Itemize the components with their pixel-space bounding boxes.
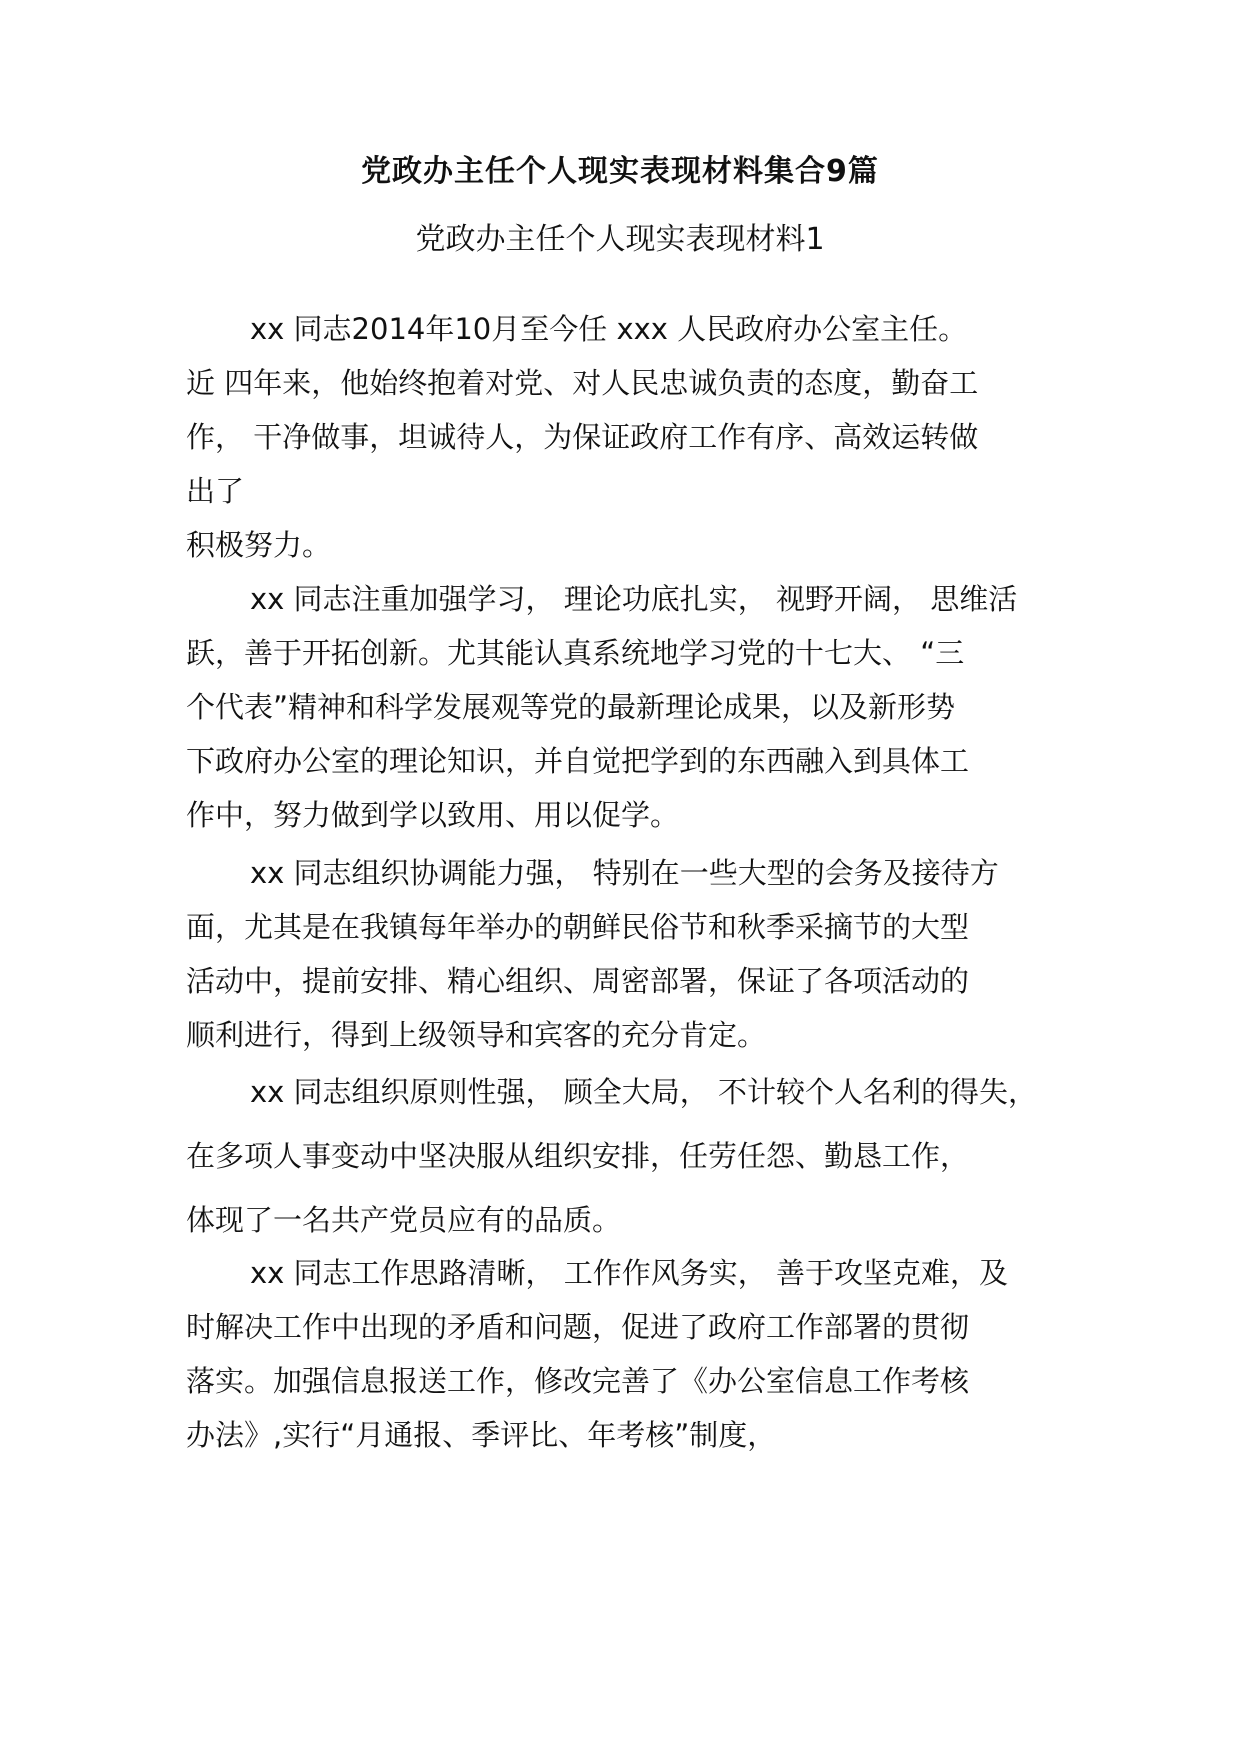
paragraph-line: 下政府办公室的理论知识，并自觉把学到的东西融入到具体工 — [186, 744, 970, 778]
paragraph-line: 时解决工作中出现的矛盾和问题，促进了政府工作部署的贯彻 — [186, 1310, 970, 1344]
paragraph-line: 个代表”精神和科学发展观等党的最新理论成果，以及新形势 — [186, 690, 956, 724]
paragraph-4 — [186, 1060, 1066, 1252]
paragraph-5 — [186, 1246, 1066, 1462]
paragraph-line: 作中，努力做到学以致用、用以促学。 — [186, 798, 680, 832]
paragraph-line: 体现了一名共产党员应有的品质。 — [186, 1203, 622, 1237]
document-title: 党政办主任个人现实表现材料集合9篇 — [361, 154, 879, 189]
paragraph-line: 活动中，提前安排、精心组织、周密部署，保证了各项活动的 — [186, 964, 970, 998]
paragraph-line: xx 同志组织协调能力强， 特别在一些大型的会务及接待方 — [250, 856, 999, 890]
paragraph-line: 出了 — [186, 474, 245, 508]
paragraph-line: 办法》,实行“月通报、季评比、年考核”制度， — [186, 1418, 777, 1452]
paragraph-line: 近 四年来，他始终抱着对党、对人民忠诚负责的态度，勤奋工 — [186, 366, 979, 400]
paragraph-line: 作， 干净做事，坦诚待人，为保证政府工作有序、高效运转做 — [186, 420, 979, 454]
paragraph-3 — [186, 846, 1066, 1062]
paragraph-line: 面，尤其是在我镇每年举办的朝鲜民俗节和秋季采摘节的大型 — [186, 910, 970, 944]
paragraph-line: xx 同志组织原则性强， 顾全大局， 不计较个人名利的得失， — [250, 1075, 1037, 1109]
paragraph-line: 落实。加强信息报送工作，修改完善了《办公室信息工作考核 — [186, 1364, 970, 1398]
paragraph-line: 在多项人事变动中坚决服从组织安排，任劳任怨、勤恳工作， — [186, 1139, 970, 1173]
paragraph-line: xx 同志工作思路清晰， 工作作风务实， 善于攻坚克难，及 — [250, 1256, 1008, 1290]
paragraph-line: xx 同志注重加强学习， 理论功底扎实， 视野开阔， 思维活 — [250, 582, 1018, 616]
paragraph-1 — [186, 302, 1066, 572]
paragraph-line: 跃，善于开拓创新。尤其能认真系统地学习党的十七大、 “三 — [186, 636, 965, 670]
paragraph-2 — [186, 572, 1066, 842]
paragraph-line: xx 同志2014年10月至今任 xxx 人民政府办公室主任。 — [250, 312, 968, 346]
paragraph-line: 顺利进行，得到上级领导和宾客的充分肯定。 — [186, 1018, 767, 1052]
document-subtitle: 党政办主任个人现实表现材料1 — [415, 222, 825, 257]
paragraph-line: 积极努力。 — [186, 528, 332, 562]
